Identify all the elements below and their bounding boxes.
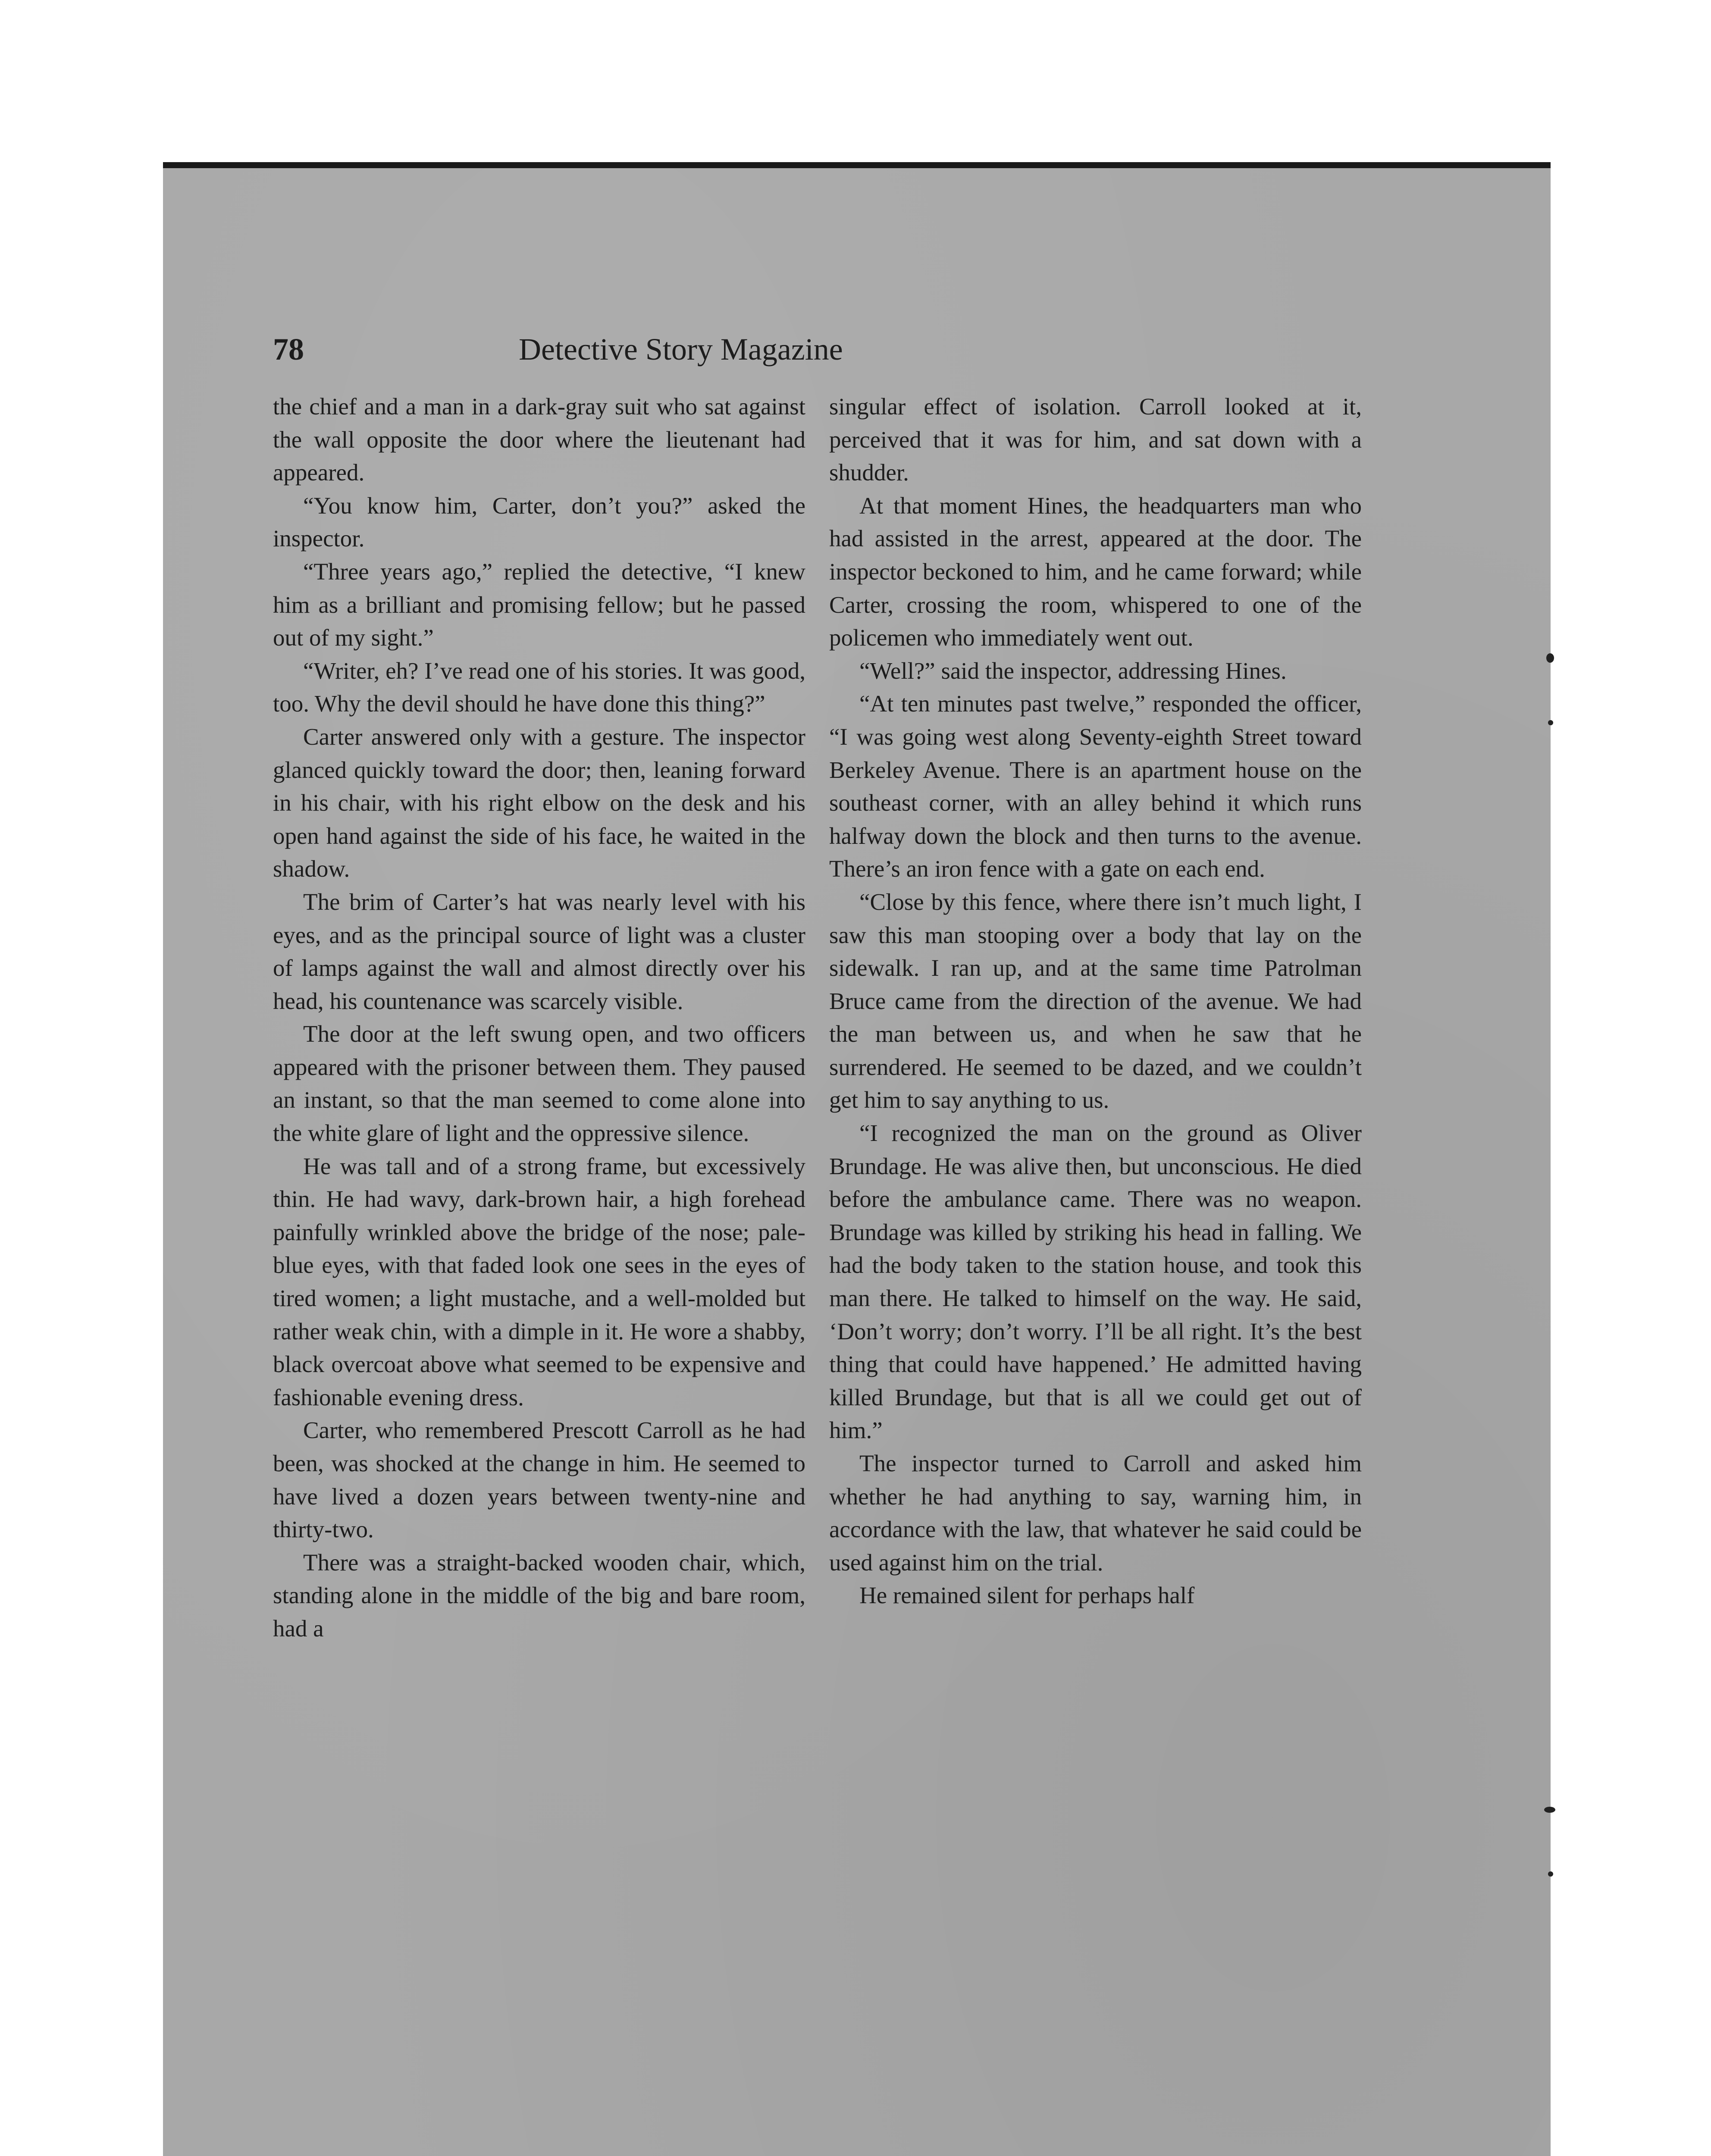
running-header: [273, 323, 963, 375]
scan-speck: [1546, 653, 1554, 663]
scan-speck: [1544, 1807, 1555, 1813]
magazine-title: Detective Story Magazine: [519, 332, 843, 367]
paragraph: At that moment Hines, the headquarters man who had assisted in the arrest, appeared at the door. The inspector beckoned to him, and he came forward; while Carter, crossing the room, whispered to one of the policemen who immediately went out.: [829, 492, 1362, 651]
paragraph: “Close by this fence, where there isn’t much light, I saw this man stooping over a body that lay on the sidewalk. I ran up, and at the same time Patrolman Bruce came from the direction of the avenue. We had the man between us, and when he saw that he surrendered. He seemed to be dazed, and we couldn’t get him to say anything to us.: [829, 888, 1362, 1113]
paragraph: Carter, who remembered Prescott Carroll as he had been, was shocked at the change in him. He seemed to have lived a dozen years between twenty-nine and thirty-two.: [273, 1417, 805, 1543]
paragraph: The door at the left swung open, and two officers appeared with the prisoner between them. They paused an instant, so that the man seemed to come alone into the white glare of light and the oppressive silence.: [273, 1021, 805, 1147]
scan-speck: [1548, 1871, 1553, 1877]
scan-speck: [1548, 720, 1553, 725]
paragraph: “You know him, Carter, don’t you?” asked the inspector.: [273, 492, 805, 552]
left-column: [273, 390, 805, 1645]
paragraph: The brim of Carter’s hat was nearly level with his eyes, and as the principal source of light was a cluster of lamps against the wall and almost directly over his head, his countenance was scarcely visible.: [273, 888, 805, 1014]
paragraph: singular effect of isolation. Carroll looked at it, perceived that it was for him, and sat down with a shudder.: [829, 393, 1362, 486]
paragraph: There was a straight-backed wooden chair, which, standing alone in the middle of the big and bare room, had a: [273, 1549, 805, 1642]
paragraph: “Writer, eh? I’ve read one of his stories. It was good, too. Why the devil should he have done this thing?”: [273, 657, 805, 717]
paragraph: He was tall and of a strong frame, but excessively thin. He had wavy, dark-brown hair, a high forehead painfully wrinkled above the bridge of the nose; pale-blue eyes, with that faded look one sees in the eyes of tired women; a light mustache, and a well-molded but rather weak chin, with a dimple in it. He wore a shabby, black overcoat above what seemed to be expensive and fashionable evening dress.: [273, 1153, 805, 1410]
paragraph: The inspector turned to Carroll and asked him whether he had anything to say, warning him, in accordance with the law, that whatever he said could be used against him on the trial.: [829, 1450, 1362, 1576]
right-column: [829, 390, 1362, 1612]
paragraph: “Well?” said the inspector, addressing Hines.: [859, 657, 1287, 684]
paragraph: the chief and a man in a dark-gray suit who sat against the wall opposite the door where the lieutenant had appeared.: [273, 393, 805, 486]
scanned-page: [163, 162, 1551, 2156]
paragraph: Carter answered only with a gesture. The inspector glanced quickly toward the door; then, leaning forward in his chair, with his right elbow on the desk and his open hand against the side of his face, he waited in the shadow.: [273, 723, 805, 882]
paragraph: “I recognized the man on the ground as Oliver Brundage. He was alive then, but unconscious. He died before the ambulance came. There was no weapon. Brundage was killed by striking his head in falling. We had the body taken to the station house, and took this man there. He talked to himself on the way. He said, ‘Don’t worry; don’t worry. I’ll be all right. It’s the best thing that could have happened.’ He admitted having killed Brundage, but that is all we could get out of him.”: [829, 1120, 1362, 1444]
page-number: 78: [273, 332, 304, 367]
paragraph: He remained silent for perhaps half: [859, 1582, 1195, 1609]
paragraph: “At ten minutes past twelve,” responded the officer, “I was going west along Seventy-eighth Street toward Berkeley Avenue. There is an apartment house on the southeast corner, with an alley behind it which runs halfway down the block and then turns to the avenue. There’s an iron fence with a gate on each end.: [829, 690, 1362, 882]
paragraph: “Three years ago,” replied the detective, “I knew him as a brilliant and promising fellow; but he passed out of my sight.”: [273, 558, 805, 651]
